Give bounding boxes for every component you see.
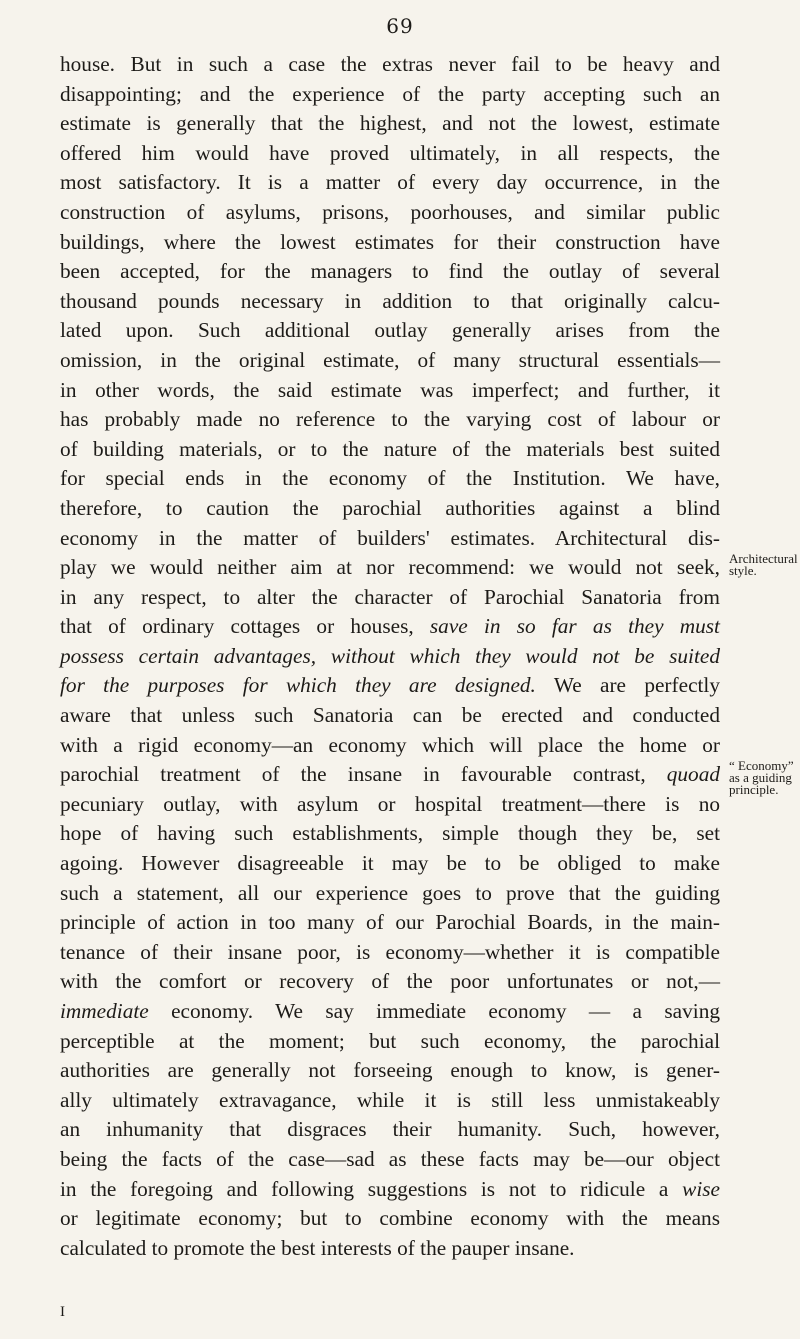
text-line [60, 405, 720, 435]
text-run: ally ultimately extravagance, while it is still less unmistakeably [60, 1087, 720, 1112]
text-line [60, 109, 720, 139]
text-run: perceptible at the moment; but such economy, the parochial [60, 1028, 720, 1053]
text-line [60, 1204, 720, 1234]
text-line [60, 908, 720, 938]
text-line [60, 287, 720, 317]
text-line [60, 731, 720, 761]
margin-note-line: principle. [729, 782, 779, 797]
page-number: 69 [386, 14, 414, 38]
text-run: economy. We say immediate economy — a saving [148, 999, 720, 1023]
text-run: agoing. However disagreeable it may be to be obliged to make [60, 851, 720, 876]
margin-note-line: Architectural [729, 551, 798, 566]
text-run: in other words, the said estimate was imperfect; and further, it [60, 377, 720, 402]
text-run: principle of action in too many of our Parochial Boards, in the main- [60, 910, 720, 935]
text-line [60, 997, 720, 1027]
italic-text: wise [682, 1176, 720, 1201]
text-line [60, 642, 720, 672]
margin-note-economy-guiding-principle [729, 760, 799, 796]
text-run: tenance of their insane poor, is economy—whether it is compatible [60, 939, 720, 964]
italic-text: quoad [666, 762, 720, 787]
text-line [60, 80, 720, 110]
text-line [60, 168, 720, 198]
text-run: thousand pounds necessary in addition to that originally calcu- [60, 288, 720, 313]
text-run: calculated to promote the best interests of the pauper insane. [60, 1235, 575, 1260]
text-run: omission, in the original estimate, of many structural essentials— [60, 347, 720, 372]
text-line [60, 139, 720, 169]
text-run: construction of asylums, prisons, poorhouses, and similar public [60, 199, 720, 224]
text-run: authorities are generally not forseeing enough to know, is gener- [60, 1058, 720, 1083]
text-line [60, 198, 720, 228]
text-run: disappointing; and the experience of the party accepting such an [60, 81, 720, 106]
margin-note-line: “ Economy” [729, 758, 794, 773]
italic-text: immediate [60, 999, 149, 1023]
text-run: being the facts of the case—sad as these facts may be—our object [60, 1146, 720, 1171]
italic-text: for the purposes for which they are designed. [60, 673, 536, 698]
text-line [60, 257, 720, 287]
text-run: offered him would have proved ultimately, in all respects, the [60, 140, 720, 165]
margin-note-line: as a guiding [729, 770, 792, 785]
text-run: that of ordinary cottages or houses, [60, 614, 430, 639]
text-line [60, 524, 720, 554]
signature-mark: I [60, 1304, 65, 1320]
text-run: has probably made no reference to the varying cost of labour or [60, 407, 720, 432]
text-run: in the foregoing and following suggestions is not to ridicule a [60, 1176, 683, 1201]
text-line [60, 1234, 720, 1264]
text-line [60, 435, 720, 465]
italic-text: possess certain advantages, without which they would not be suited [60, 643, 720, 668]
text-line [60, 701, 720, 731]
margin-note-architectural-style [729, 553, 799, 577]
text-run: or legitimate economy; but to combine economy with the means [60, 1206, 720, 1231]
text-run: house. But in such a case the extras never fail to be heavy and [60, 52, 720, 76]
text-run: lated upon. Such additional outlay generally arises from the [60, 318, 720, 343]
text-run: therefore, to caution the parochial authorities against a blind [60, 495, 720, 520]
text-run: hope of having such establishments, simple though they be, set [60, 821, 720, 846]
text-line [60, 1145, 720, 1175]
text-line [60, 879, 720, 909]
text-run: with the comfort or recovery of the poor unfortunates or not,— [60, 969, 720, 994]
text-run: an inhumanity that disgraces their humanity. Such, however, [60, 1117, 720, 1142]
text-line [60, 1086, 720, 1116]
body-text [60, 50, 720, 1263]
text-line [60, 228, 720, 258]
text-run: We are perfectly [535, 673, 721, 698]
text-run: estimate is generally that the highest, and not the lowest, estimate [60, 111, 720, 136]
text-line [60, 346, 720, 376]
text-run: buildings, where the lowest estimates for their construction have [60, 229, 720, 254]
text-line [60, 376, 720, 406]
text-line [60, 967, 720, 997]
text-run: for special ends in the economy of the Institution. We have, [60, 466, 720, 491]
text-line [60, 1115, 720, 1145]
text-run: parochial treatment of the insane in favourable contrast, [60, 762, 667, 787]
text-line [60, 1027, 720, 1057]
text-line [60, 583, 720, 613]
text-run: play we would neither aim at nor recommend: we would not seek, [60, 555, 720, 580]
text-line [60, 494, 720, 524]
text-run: pecuniary outlay, with asylum or hospital treatment—there is no [60, 791, 720, 816]
text-line [60, 612, 720, 642]
text-run: most satisfactory. It is a matter of every day occurrence, in the [60, 170, 720, 195]
text-run: with a rigid economy—an economy which will place the home or [60, 732, 720, 757]
text-line [60, 849, 720, 879]
text-line [60, 316, 720, 346]
text-run: such a statement, all our experience goes to prove that the guiding [60, 880, 720, 905]
text-line [60, 553, 720, 583]
text-run: economy in the matter of builders' estimates. Architectural dis- [60, 525, 720, 550]
text-run: aware that unless such Sanatoria can be erected and conducted [60, 703, 720, 728]
text-line [60, 50, 720, 80]
text-line [60, 671, 720, 701]
text-line [60, 1056, 720, 1086]
text-run: in any respect, to alter the character of Parochial Sanatoria from [60, 584, 720, 609]
text-line [60, 790, 720, 820]
italic-text: save in so far as they must [429, 614, 720, 639]
text-line [60, 464, 720, 494]
text-line [60, 819, 720, 849]
text-run: of building materials, or to the nature of the materials best suited [60, 436, 720, 461]
text-line [60, 760, 720, 790]
margin-note-line: style. [729, 563, 757, 578]
text-line [60, 1175, 720, 1205]
text-run: been accepted, for the managers to find the outlay of several [60, 259, 720, 284]
text-line [60, 938, 720, 968]
